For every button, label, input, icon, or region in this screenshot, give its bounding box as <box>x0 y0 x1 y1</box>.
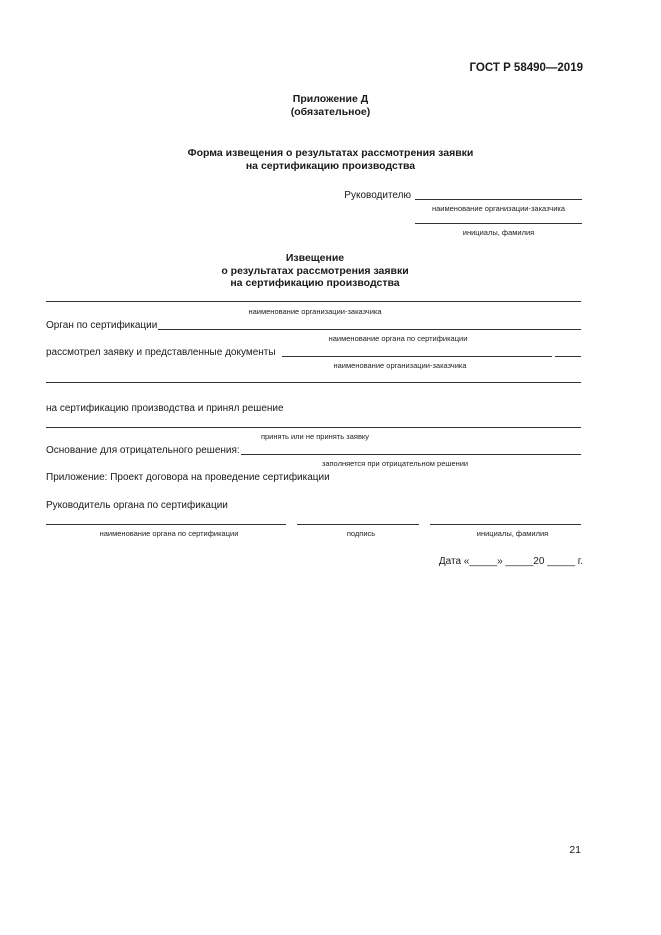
notice-title-line1: Извещение <box>285 252 345 264</box>
caption-sign-signature: подпись <box>346 529 376 538</box>
sign-line-name <box>430 524 581 525</box>
addressee-line-name <box>415 223 582 224</box>
date-line: Дата «_____» _____20 _____ г. <box>438 556 583 567</box>
addressee-line-org <box>415 199 582 200</box>
appendix-title: Приложение Д <box>292 93 369 105</box>
reviewed-label: рассмотрел заявку и представленные документы <box>46 347 276 358</box>
caption-refusal: заполняется при отрицательном решении <box>321 459 469 468</box>
reviewed-line <box>282 356 552 357</box>
addressee-caption-name: инициалы, фамилия <box>462 228 535 237</box>
cert-body-label: Орган по сертификации <box>46 320 158 331</box>
reviewed-line-end <box>555 356 581 357</box>
customer-line <box>46 301 581 302</box>
notice-title-line3: на сертификацию производства <box>230 277 400 289</box>
standard-code: ГОСТ Р 58490—2019 <box>469 62 583 74</box>
notice-title-line2: о результатах рассмотрения заявки <box>221 265 409 277</box>
decision-line <box>46 427 581 428</box>
form-title-line1: Форма извещения о результатах рассмотрения заявки <box>187 147 474 159</box>
head-label: Руководитель органа по сертификации <box>46 500 228 511</box>
refusal-line <box>241 454 581 455</box>
caption-sign-name: инициалы, фамилия <box>476 529 549 538</box>
sign-line-signature <box>297 524 419 525</box>
customer-line-2 <box>46 382 581 383</box>
form-title-line2: на сертификацию производства <box>245 160 416 172</box>
addressee-label: Руководителю <box>344 190 411 201</box>
caption-customer-1: наименование организации-заказчика <box>248 307 382 316</box>
attachment-text: Приложение: Проект договора на проведение сертификации <box>46 472 330 483</box>
cert-body-line <box>158 329 581 330</box>
refusal-label: Основание для отрицательного решения: <box>46 445 240 456</box>
appendix-status: (обязательное) <box>290 106 371 118</box>
decision-label: на сертификацию производства и принял решение <box>46 403 284 414</box>
page-number: 21 <box>569 844 581 856</box>
caption-cert-body: наименование органа по сертификации <box>328 334 468 343</box>
caption-customer-2: наименование организации-заказчика <box>333 361 467 370</box>
addressee-caption-org: наименование организации-заказчика <box>431 204 566 213</box>
sign-line-org <box>46 524 286 525</box>
caption-sign-org: наименование органа по сертификации <box>99 529 239 538</box>
caption-decision: принять или не принять заявку <box>260 432 370 441</box>
